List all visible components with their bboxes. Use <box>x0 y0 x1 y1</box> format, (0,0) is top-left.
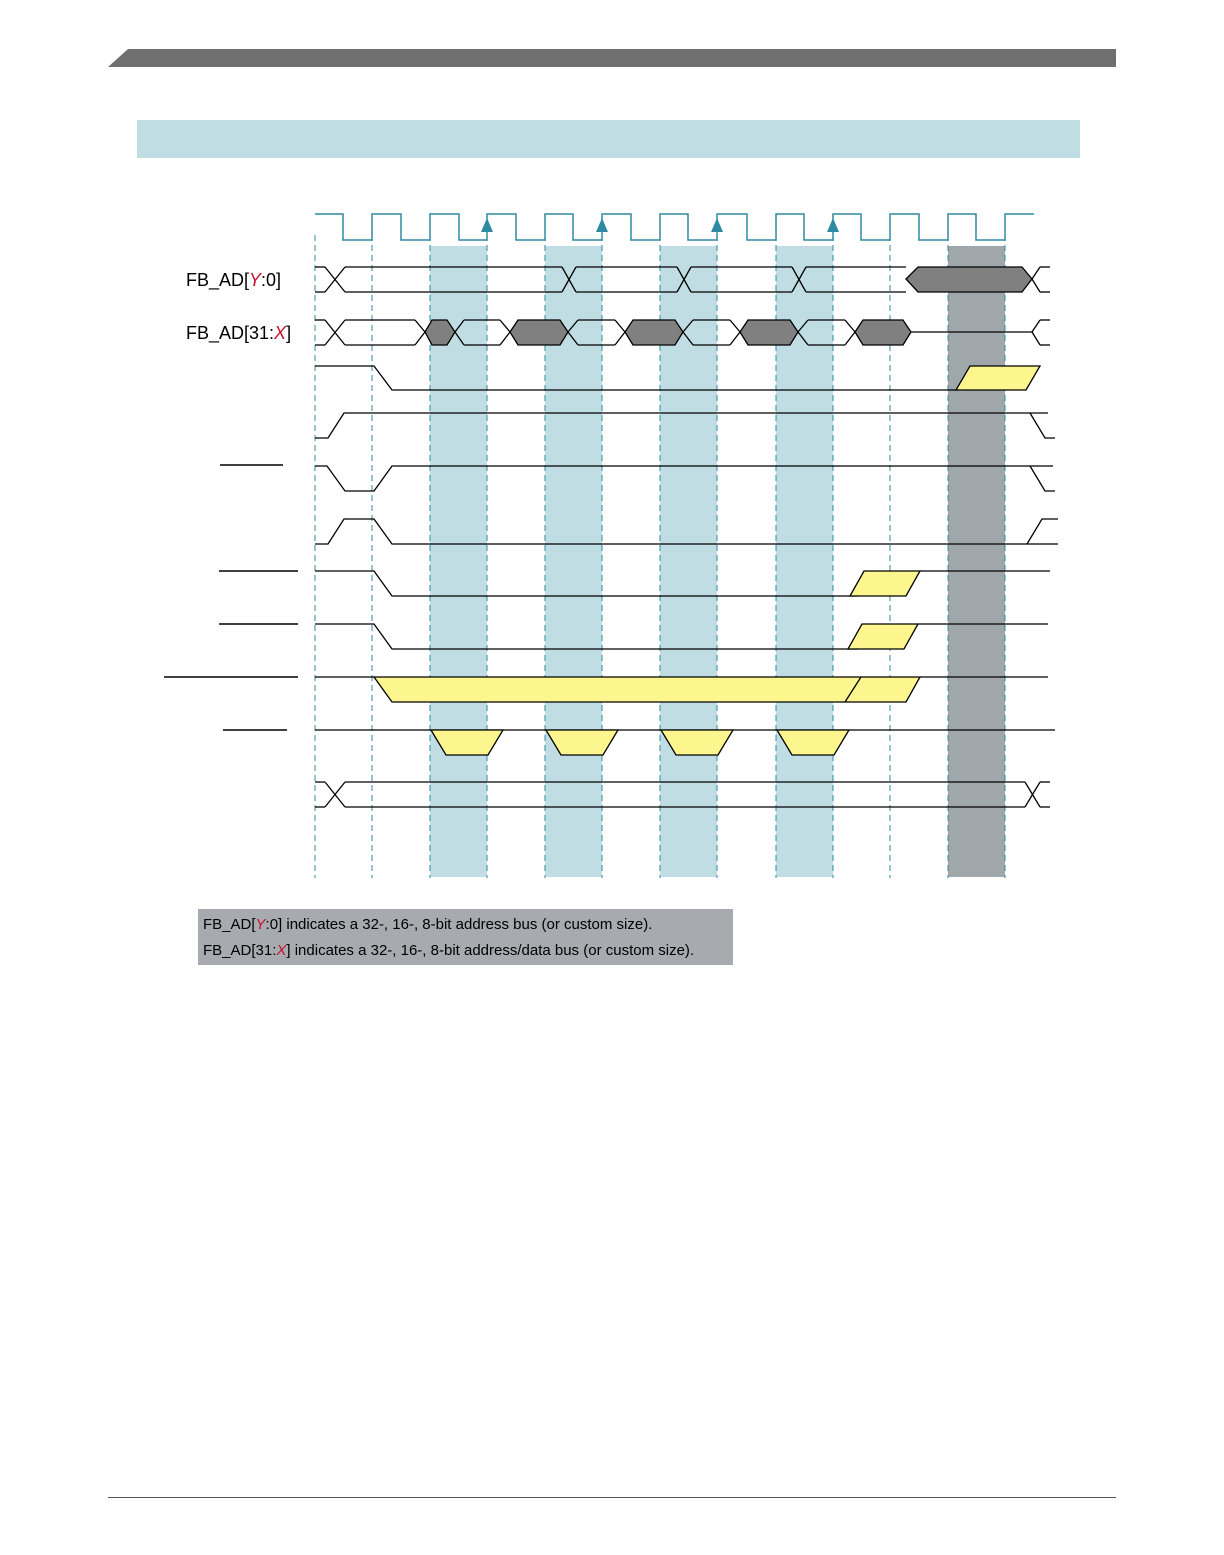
signal-label-suffix: ] <box>286 323 292 343</box>
signal-label-prefix: FB_AD[ <box>186 270 250 290</box>
signal-label-variable: Y <box>249 270 262 290</box>
signal-label-variable: X <box>274 323 287 343</box>
clock-waveform <box>315 214 1034 240</box>
clock-edge-arrow <box>827 218 839 232</box>
signal-label-prefix: FB_AD[31: <box>186 323 275 343</box>
bus-dark-segment <box>906 267 1032 292</box>
note-line-1 <box>203 916 652 933</box>
signal-label-ad-y <box>186 270 281 290</box>
signal-label-suffix: :0] <box>261 270 282 290</box>
clock-edge-arrow <box>481 218 493 232</box>
note-line-2 <box>203 942 694 959</box>
clock-edge-arrow <box>711 218 723 232</box>
footer-rule <box>108 1497 1116 1498</box>
bus-dark-segment <box>625 320 683 345</box>
note-suffix: :0] indicates a 32-, 16-, 8-bit address bus (or custom size). <box>265 916 653 933</box>
waveform-row-10 <box>315 730 1055 755</box>
waveform-row-9 <box>315 677 1048 702</box>
bus-dark-segment <box>740 320 798 345</box>
note-variable: X <box>276 942 287 959</box>
yellow-transition <box>374 677 920 702</box>
note-box <box>198 909 733 965</box>
label-overbars <box>164 465 298 730</box>
note-prefix: FB_AD[ <box>203 916 256 933</box>
clock-edge-arrow <box>596 218 608 232</box>
note-prefix: FB_AD[31: <box>203 942 277 959</box>
yellow-transition <box>956 366 1040 390</box>
note-suffix: ] indicates a 32-, 16-, 8-bit address/data bus (or custom size). <box>286 942 695 959</box>
yellow-transition <box>850 571 920 596</box>
bus-dark-segment <box>510 320 568 345</box>
yellow-transition <box>848 624 918 649</box>
bus-dark-segment <box>855 320 911 345</box>
signal-label-ad-x <box>186 323 291 343</box>
note-variable: Y <box>255 916 266 933</box>
